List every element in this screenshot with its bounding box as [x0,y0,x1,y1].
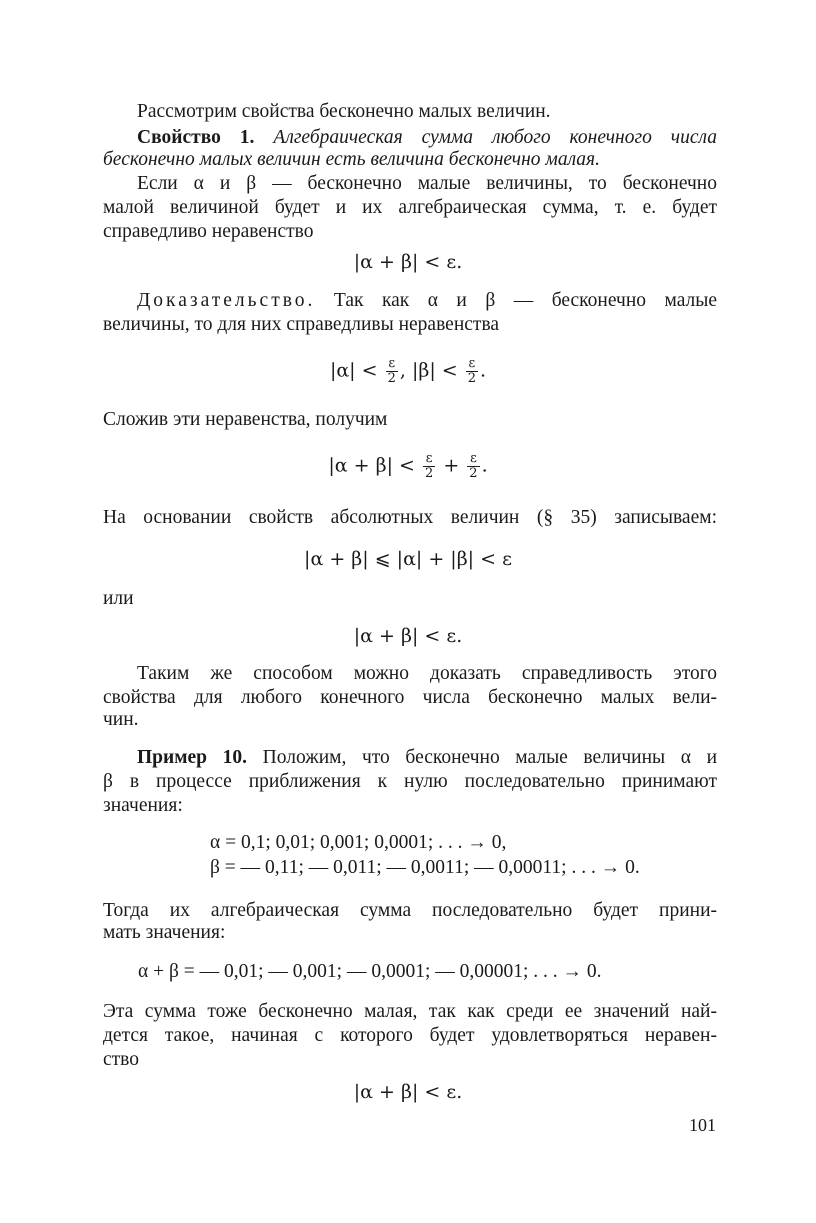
text-line: значения: [103,795,183,816]
fraction-denominator: 2 [469,466,478,481]
text-line [103,172,717,196]
text-line [103,662,717,686]
text-line-content: Так как α и β — бесконечно малые [333,290,718,311]
property-statement-cont: бесконечно малых величин есть величина бесконечно малая. [103,149,600,170]
fraction-denominator: 2 [467,371,477,386]
sequence-sum: α + β = — 0,01; — 0,001; — 0,0001; — 0,00001; . . . → 0. [138,961,602,982]
formula-part: + [443,454,460,477]
fraction-denominator: 2 [387,371,396,386]
formula-part: . [481,454,488,477]
text-line-content: Таким же способом можно доказать справедливость этого [137,663,717,684]
sequence-alpha: α = 0,1; 0,01; 0,001; 0,0001; . . . → 0, [210,832,507,853]
text-line: ство [103,1049,140,1070]
formula-part: . [480,359,487,382]
text-line: свойства для любого конечного числа бесконечно малых вели- [103,687,717,708]
fraction-denominator: 2 [425,466,434,481]
fraction [467,452,479,481]
formula-part: |α + β| < [328,454,415,477]
formula-sum-half-eps [0,452,816,481]
text-line-content: Положим, что бесконечно малые величины α и [262,747,718,768]
fraction-numerator: ε [388,356,396,371]
formula-part: |α| < [329,359,378,382]
proof-line [103,289,717,313]
proof-label: Доказательство. [137,290,316,311]
text-line [103,899,717,923]
text-line: величины, то для них справедливы неравенства [103,314,500,335]
fraction-numerator: ε [470,451,477,466]
text-line: чин. [103,709,139,730]
property-label: Свойство 1. [137,127,255,148]
text-line: или [103,588,134,609]
text-line [103,100,717,124]
text-line-content: Если α и β — бесконечно малые величины, то бесконечно [137,173,717,194]
text-line: На основании свойств абсолютных величин (§ 35) записываем: [103,507,717,528]
formula-sum-less-eps: |α + β| < ε. [353,251,463,273]
formula-triangle-inequality: |α + β| ⩽ |α| + |β| < ε [304,548,512,570]
example-heading [103,746,717,770]
formula-part: , |β| < [399,359,458,382]
property-1-heading [103,126,717,150]
page-number: 101 [689,1115,716,1135]
text-line: Сложив эти неравенства, получим [103,409,388,430]
text-line: малой величиной будет и их алгебраическая сумма, т. е. будет [103,197,717,218]
fraction [423,452,435,481]
fraction [386,357,398,386]
text-line-content: Тогда их алгебраическая сумма последовательно будет прини- [103,900,717,921]
formula-sum-less-eps: |α + β| < ε. [353,625,463,647]
fraction-numerator: ε [468,356,476,371]
formula-sum-less-eps: |α + β| < ε. [353,1081,463,1103]
text-line: Эта сумма тоже бесконечно малая, так как среди ее значений най- [103,1001,717,1022]
text-line: мать значения: [103,922,226,943]
fraction-numerator: ε [425,451,433,466]
example-label: Пример 10. [137,747,248,768]
fraction [466,357,478,386]
sequence-beta: β = — 0,11; — 0,011; — 0,0011; — 0,00011; . . . → 0. [210,857,640,878]
text-line: дется такое, начиная с которого будет удовлетворяться неравен- [103,1025,717,1046]
text-line: β в процессе приближения к нулю последовательно принимают [103,771,717,792]
formula-half-eps [0,357,816,386]
property-statement: Алгебраическая сумма любого конечного числа [273,127,717,148]
text-line-content: Рассмотрим свойства бесконечно малых величин. [137,101,551,122]
text-line: справедливо неравенство [103,221,314,242]
